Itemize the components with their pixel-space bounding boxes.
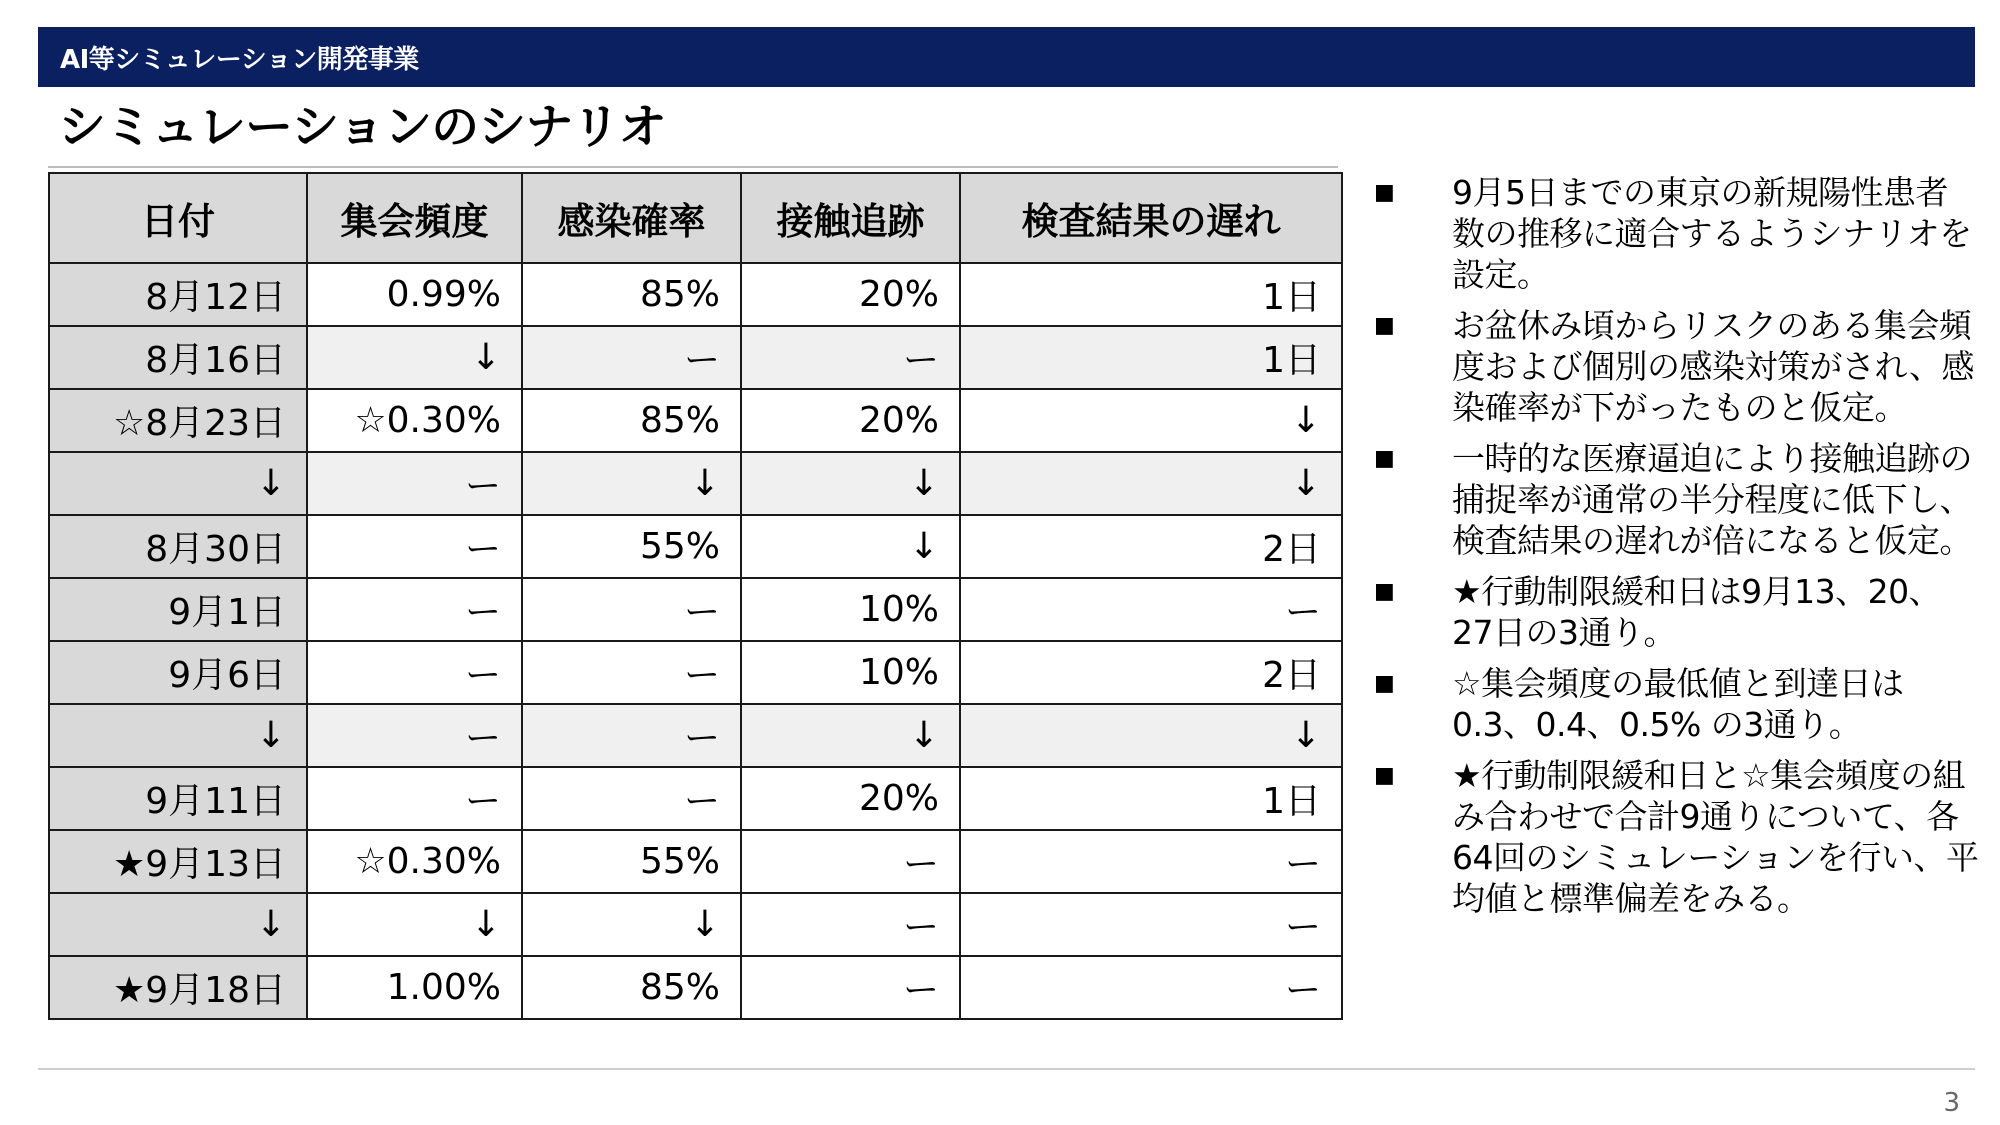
cell-tracing: 20%	[741, 263, 960, 326]
table-row	[49, 515, 1342, 578]
header-contact-tracing: 接触追跡	[741, 173, 960, 263]
table-row	[49, 389, 1342, 452]
cell-delay: 1日	[960, 326, 1342, 389]
cell-tracing: ー	[741, 956, 960, 1019]
note-text: 一時的な医療逼迫により接触追跡の捕捉率が通常の半分程度に低下し、検査結果の遅れが倍になると仮定。	[1452, 439, 1972, 560]
cell-gathering: ☆0.30%	[307, 389, 522, 452]
cell-date: 9月1日	[49, 578, 307, 641]
list-item	[1370, 172, 1980, 295]
cell-delay: ↓	[960, 389, 1342, 452]
list-item	[1370, 305, 1980, 428]
cell-infection: ー	[522, 326, 741, 389]
cell-date: 8月12日	[49, 263, 307, 326]
cell-delay: ー	[960, 830, 1342, 893]
table-row	[49, 452, 1342, 515]
cell-tracing: ー	[741, 830, 960, 893]
cell-tracing: 20%	[741, 389, 960, 452]
cell-infection: ↓	[522, 452, 741, 515]
square-bullet-icon: ■	[1374, 671, 1395, 696]
cell-gathering: ー	[307, 767, 522, 830]
table-row	[49, 704, 1342, 767]
cell-delay: ー	[960, 956, 1342, 1019]
cell-date: ↓	[49, 452, 307, 515]
cell-infection: 85%	[522, 956, 741, 1019]
cell-infection: ー	[522, 578, 741, 641]
square-bullet-icon: ■	[1374, 313, 1395, 338]
cell-tracing: ↓	[741, 452, 960, 515]
cell-tracing: ー	[741, 893, 960, 956]
table-row	[49, 893, 1342, 956]
list-item	[1370, 571, 1980, 653]
list-item	[1370, 663, 1980, 745]
square-bullet-icon: ■	[1374, 579, 1395, 604]
title-divider	[48, 166, 1338, 168]
table-row	[49, 326, 1342, 389]
cell-delay: 1日	[960, 263, 1342, 326]
note-text: ★行動制限緩和日と☆集会頻度の組み合わせで合計9通りについて、各 64回のシミュレーションを行い、平均値と標準偏差をみる。	[1452, 756, 1979, 918]
table-row	[49, 578, 1342, 641]
page-number: 3	[1943, 1088, 1960, 1118]
cell-delay: 1日	[960, 767, 1342, 830]
table-row	[49, 956, 1342, 1019]
scenario-table	[48, 172, 1343, 1020]
header-label: AI等シミュレーション開発事業	[60, 44, 419, 75]
cell-gathering: ー	[307, 704, 522, 767]
cell-date: ↓	[49, 893, 307, 956]
cell-date: ↓	[49, 704, 307, 767]
cell-tracing: ー	[741, 326, 960, 389]
cell-tracing: ↓	[741, 515, 960, 578]
square-bullet-icon: ■	[1374, 446, 1395, 471]
list-item	[1370, 438, 1980, 561]
footer-divider	[38, 1068, 1975, 1070]
cell-gathering: 1.00%	[307, 956, 522, 1019]
cell-infection: 55%	[522, 830, 741, 893]
cell-delay: ↓	[960, 452, 1342, 515]
cell-date: 8月30日	[49, 515, 307, 578]
cell-date: ★9月18日	[49, 956, 307, 1019]
cell-date: 9月6日	[49, 641, 307, 704]
note-text: お盆休み頃からリスクのある集会頻度および個別の感染対策がされ、感染確率が下がったものと仮定。	[1452, 306, 1974, 427]
cell-gathering: ー	[307, 578, 522, 641]
cell-gathering: ☆0.30%	[307, 830, 522, 893]
header-bar	[38, 27, 1975, 87]
cell-gathering: ー	[307, 452, 522, 515]
notes-list	[1370, 172, 1980, 929]
cell-infection: ↓	[522, 893, 741, 956]
table-row	[49, 830, 1342, 893]
cell-tracing: 10%	[741, 578, 960, 641]
cell-date: ★9月13日	[49, 830, 307, 893]
header-test-delay: 検査結果の遅れ	[960, 173, 1342, 263]
cell-tracing: 10%	[741, 641, 960, 704]
header-infection-probability: 感染確率	[522, 173, 741, 263]
table-header-row	[49, 173, 1342, 263]
cell-date: ☆8月23日	[49, 389, 307, 452]
page-title: シミュレーションのシナリオ	[58, 99, 666, 155]
square-bullet-icon: ■	[1374, 180, 1395, 205]
cell-gathering: ↓	[307, 326, 522, 389]
cell-infection: ー	[522, 704, 741, 767]
header-date: 日付	[49, 173, 307, 263]
cell-gathering: ↓	[307, 893, 522, 956]
square-bullet-icon: ■	[1374, 763, 1395, 788]
table-row	[49, 263, 1342, 326]
cell-infection: ー	[522, 767, 741, 830]
cell-gathering: ー	[307, 515, 522, 578]
cell-delay: ↓	[960, 704, 1342, 767]
cell-date: 8月16日	[49, 326, 307, 389]
cell-delay: 2日	[960, 641, 1342, 704]
list-item	[1370, 755, 1980, 919]
cell-infection: 85%	[522, 389, 741, 452]
cell-infection: 55%	[522, 515, 741, 578]
table-row	[49, 641, 1342, 704]
cell-delay: 2日	[960, 515, 1342, 578]
cell-date: 9月11日	[49, 767, 307, 830]
note-text: 9月5日までの東京の新規陽性患者数の推移に適合するようシナリオを設定。	[1452, 173, 1972, 294]
cell-tracing: ↓	[741, 704, 960, 767]
cell-delay: ー	[960, 578, 1342, 641]
note-text: ☆集会頻度の最低値と到達日は0.3、0.4、0.5% の3通り。	[1452, 664, 1904, 744]
cell-tracing: 20%	[741, 767, 960, 830]
cell-gathering: 0.99%	[307, 263, 522, 326]
cell-gathering: ー	[307, 641, 522, 704]
header-gathering-frequency: 集会頻度	[307, 173, 522, 263]
cell-infection: ー	[522, 641, 741, 704]
cell-delay: ー	[960, 893, 1342, 956]
note-text: ★行動制限緩和日は9月13、20、27日の3通り。	[1452, 572, 1942, 652]
table-row	[49, 767, 1342, 830]
cell-infection: 85%	[522, 263, 741, 326]
